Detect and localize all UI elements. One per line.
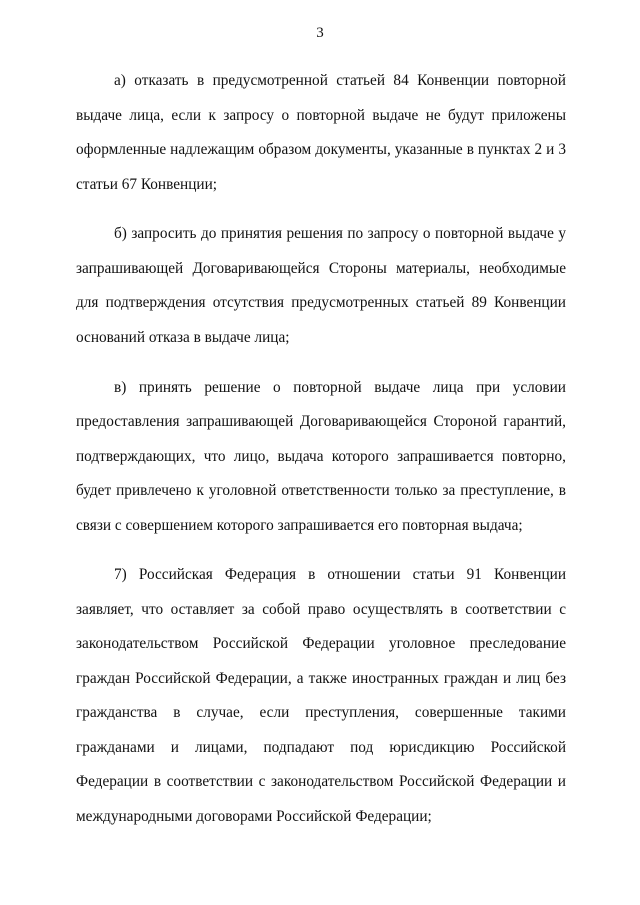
- paragraph-line: выдаче лица, если к запросу о повторной выдаче не будут приложены: [76, 106, 566, 124]
- paragraph-line: а) отказать в предусмотренной статьей 84 Конвенции повторной: [114, 72, 566, 89]
- paragraph-a: [76, 64, 566, 202]
- paragraph-v: [76, 371, 566, 544]
- paragraph-line: в) принять решение о повторной выдаче лица при условии: [114, 378, 566, 396]
- paragraph-line: оформленные надлежащим образом документы, указанные в пунктах 2 и 3: [76, 141, 566, 158]
- document-body: [76, 64, 566, 844]
- paragraph-line: запрашивающей Договаривающейся Стороны материалы, необходимые: [76, 259, 566, 277]
- paragraph-line: статьи 67 Конвенции;: [76, 175, 218, 193]
- paragraph-line: международными договорами Российской Федерации;: [76, 807, 432, 825]
- paragraph-line: Федерации в соответствии с законодательством Российской Федерации и: [76, 773, 566, 791]
- page-number: 3: [316, 25, 324, 41]
- paragraph-line: оснований отказа в выдаче лица;: [76, 328, 290, 346]
- paragraph-line: будет привлечено к уголовной ответственности только за преступление, в: [76, 482, 566, 500]
- paragraph-line: б) запросить до принятия решения по запросу о повторной выдаче у: [114, 225, 566, 243]
- paragraph-line: связи с совершением которого запрашивается его повторная выдача;: [76, 516, 523, 534]
- paragraph-line: заявляет, что оставляет за собой право осуществлять в соответствии с: [76, 600, 566, 618]
- paragraph-line: гражданами и лицами, подпадают под юрисдикцию Российской: [76, 738, 566, 756]
- paragraph-line: законодательством Российской Федерации уголовное преследование: [76, 635, 566, 653]
- paragraph-line: для подтверждения отсутствия предусмотренных статьей 89 Конвенции: [76, 294, 566, 312]
- paragraph-line: граждан Российской Федерации, а также иностранных граждан и лиц без: [76, 669, 566, 687]
- paragraph-line: подтверждающих, что лицо, выдача которого запрашивается повторно,: [76, 447, 566, 465]
- paragraph-b: [76, 217, 566, 355]
- paragraph-7: [76, 558, 566, 834]
- paragraph-line: 7) Российская Федерация в отношении статьи 91 Конвенции: [114, 566, 566, 584]
- paragraph-line: гражданства в случае, если преступления, совершенные такими: [76, 704, 566, 722]
- paragraph-line: предоставления запрашивающей Договаривающейся Стороной гарантий,: [76, 413, 566, 431]
